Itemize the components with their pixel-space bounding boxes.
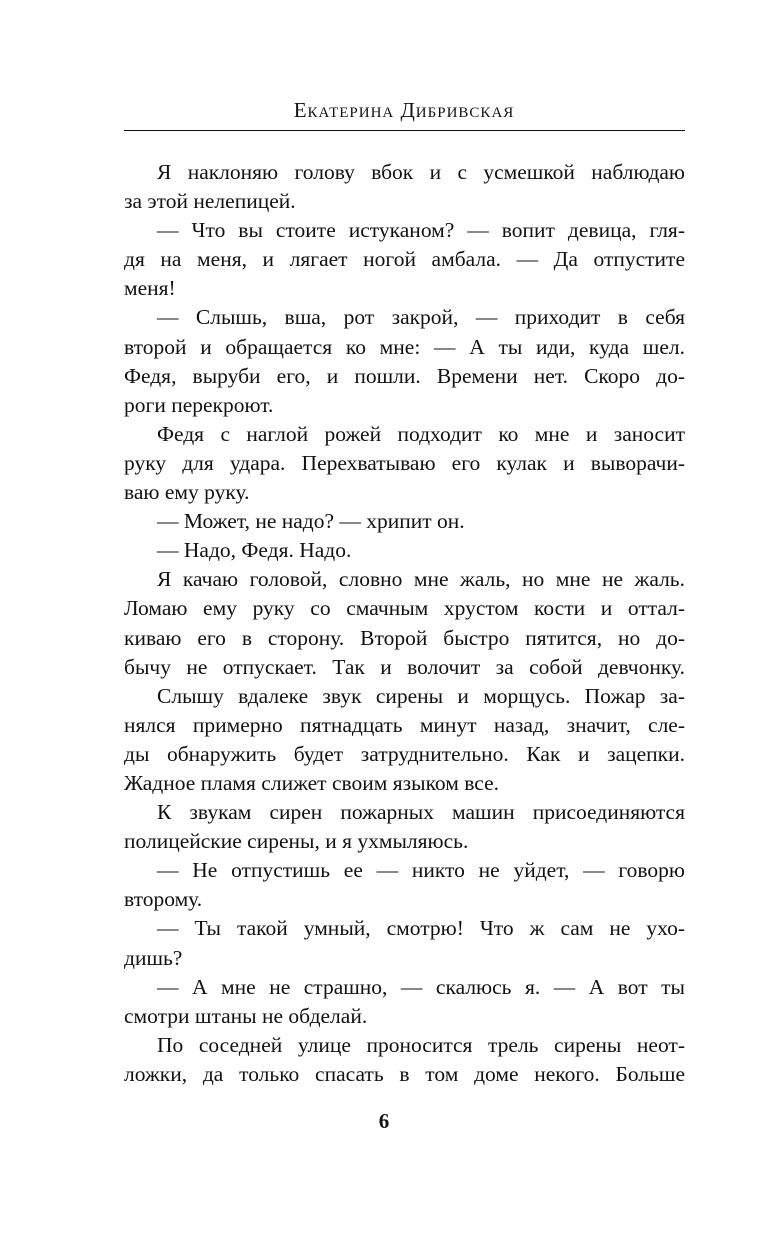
text-line: По соседней улице проносится трель сирены неот- [157,1032,685,1057]
text-line: меня! [124,276,176,301]
text-line: дя на меня, и лягает ногой амбала. — Да отпустите [124,247,685,272]
text-line: — Слышь, вша, рот закрой, — приходит в себя [157,305,685,330]
text-line: дишь? [124,945,183,970]
header-rule [124,130,685,131]
text-line: Я наклоняю голову вбок и с усмешкой наблюдаю [157,160,685,184]
text-line: ваю ему руку. [124,480,250,505]
text-line: Я качаю головой, словно мне жаль, но мне не жаль. [157,567,685,592]
text-line: киваю его в сторону. Второй быстро пятится, но до- [124,625,685,650]
text-line: полицейские сирены, и я ухмыляюсь. [124,829,469,854]
text-line: роги перекроют. [124,392,274,417]
text-line: бычу не отпускает. Так и волочит за собой девчонку. [124,654,685,679]
text-line: Слышу вдалеке звук сирены и морщусь. Пожар за- [157,683,685,708]
text-line: — Что вы стоите истуканом? — вопит девица, гля- [157,218,685,243]
text-line: второму. [124,887,203,912]
text-line: Ломаю ему руку со смачным хрустом кости и оттал- [124,596,685,621]
text-line: руку для удара. Перехватываю его кулак и выворачи- [124,450,685,475]
text-line: — Ты такой умный, смотрю! Что ж сам не ухо- [157,916,685,941]
text-line: — Не отпустишь ее — никто не уйдет, — говорю [157,858,685,883]
text-line: ложки, да только спасать в том доме некого. Больше [124,1061,685,1086]
text-line: за этой нелепицей. [124,189,296,214]
text-line: Федя с наглой рожей подходит ко мне и заносит [157,421,685,446]
text-line: ды обнаружить будет затруднительно. Как и зацепки. [124,741,685,766]
text-line: К звукам сирен пожарных машин присоединяются [157,800,685,825]
text-line: — Может, не надо? — хрипит он. [157,509,465,534]
text-line: — Надо, Федя. Надо. [157,538,352,563]
text-line: Федя, выруби его, и пошли. Времени нет. Скоро до- [124,363,685,388]
page-body-text [124,158,685,1089]
text-line: второй и обращается ко мне: — А ты иди, куда шел. [124,334,685,359]
text-line: нялся примерно пятнадцать минут назад, значит, сле- [124,712,685,737]
text-line: — А мне не страшно, — скалюсь я. — А вот ты [157,974,685,999]
text-line: смотри штаны не обделай. [124,1003,368,1028]
page-number: 6 [378,1109,390,1133]
running-head-author: Екатерина Дибривская [293,98,515,122]
text-line: Жадное пламя слижет своим языком все. [124,770,499,795]
